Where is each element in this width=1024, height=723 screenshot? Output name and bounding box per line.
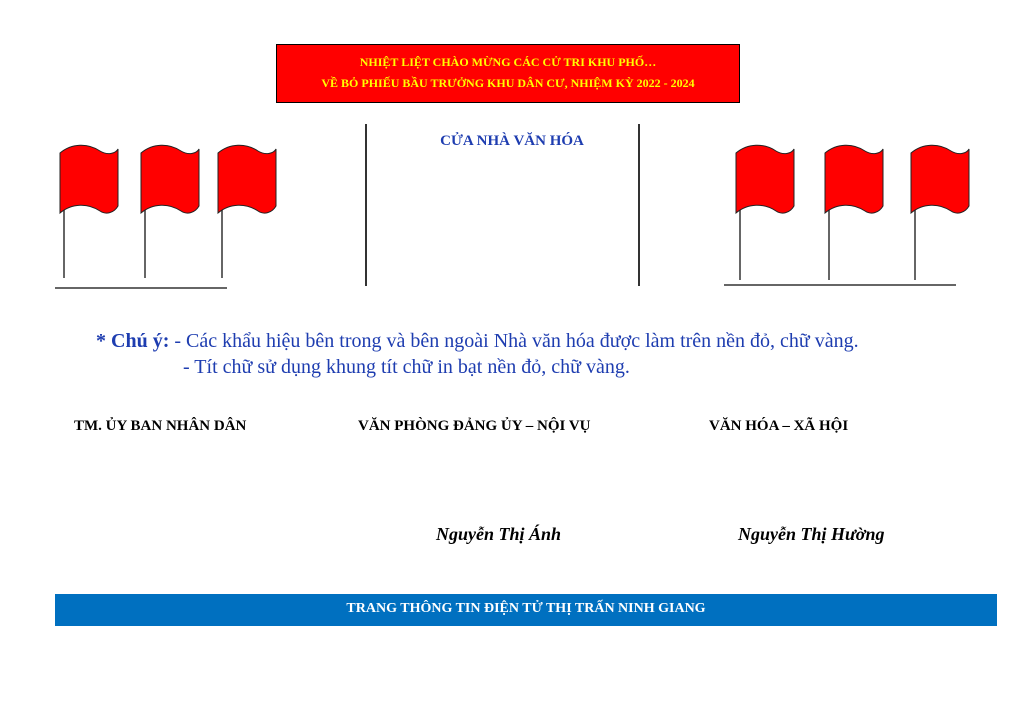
right-flag-3-icon xyxy=(911,145,969,280)
left-signature-title: TM. ỦY BAN NHÂN DÂN xyxy=(74,418,247,434)
left-flag-3-icon xyxy=(218,145,276,278)
left-flag-1-icon xyxy=(60,145,118,278)
note-line-1: - Các khẩu hiệu bên trong và bên ngoài Nhà văn hóa được làm trên nền đỏ, chữ vàng. xyxy=(174,330,859,352)
flag-illustration xyxy=(0,0,1024,300)
right-flag-2-icon xyxy=(825,145,883,280)
middle-signature-name: Nguyễn Thị Ánh xyxy=(436,524,562,544)
note-label: * Chú ý: xyxy=(96,330,170,352)
middle-signature-title: VĂN PHÒNG ĐẢNG ỦY – NỘI VỤ xyxy=(358,418,591,434)
door-left-line xyxy=(365,124,367,286)
right-flag-1-icon xyxy=(736,145,794,280)
right-signature-name: Nguyễn Thị Hường xyxy=(738,524,885,544)
banner-line-2: VỀ BỎ PHIẾU BẦU TRƯỞNG KHU DÂN CƯ, NHIỆM KỲ 2022 - 2024 xyxy=(321,76,695,90)
right-signature-title: VĂN HÓA – XÃ HỘI xyxy=(709,418,849,434)
door-title: CỬA NHÀ VĂN HÓA xyxy=(440,133,584,149)
left-flag-2-icon xyxy=(141,145,199,278)
footer-bar: TRANG THÔNG TIN ĐIỆN TỬ THỊ TRẤN NINH GIANG xyxy=(55,594,997,626)
note-block xyxy=(96,328,859,380)
banner-line-1: NHIỆT LIỆT CHÀO MỪNG CÁC CỬ TRI KHU PHỐ… xyxy=(359,55,657,69)
note-line-2: - Tít chữ sử dụng khung tít chữ in bạt nền đỏ, chữ vàng. xyxy=(183,356,630,378)
